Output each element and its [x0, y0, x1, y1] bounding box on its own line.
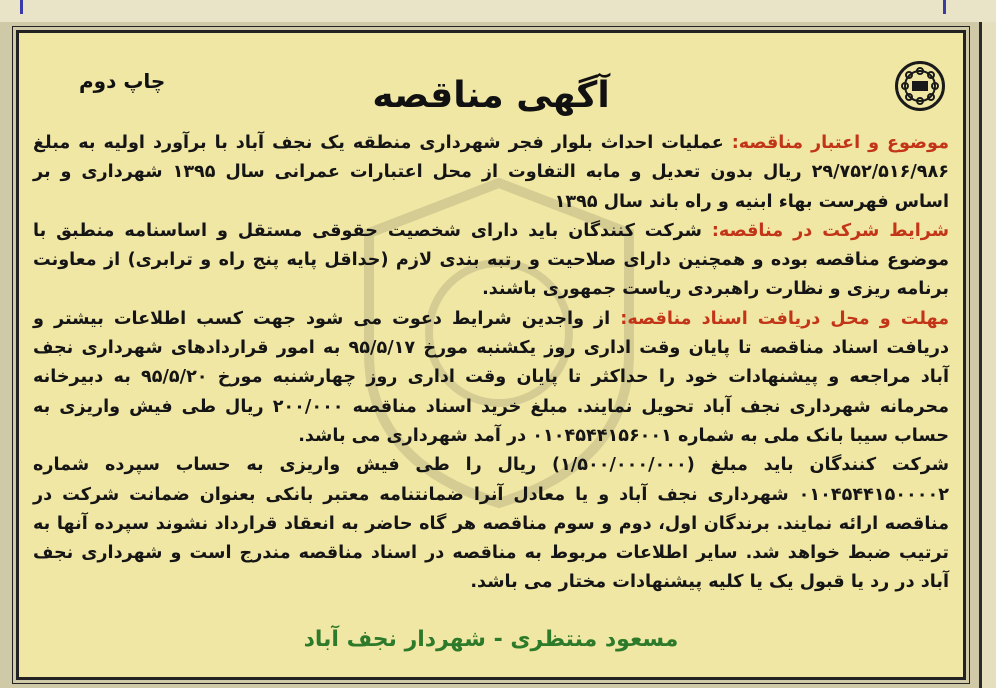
signature: مسعود منتظری - شهردار نجف آباد: [303, 627, 679, 652]
section-guarantee: [33, 451, 949, 597]
section-heading: مهلت و محل دریافت اسناد مناقصه:: [620, 308, 950, 329]
section-deadline: [33, 305, 949, 451]
tender-notice: [16, 30, 966, 680]
previous-ad-frame-right: [943, 0, 958, 14]
section-text: از واجدین شرایط دعوت می شود جهت کسب اطلاعات بیشتر و دریافت اسناد مناقصه تا پایان وقت اداری روز یکشنبه مورخ ۹۵/۵/۱۷ به امور قراردادهای شهرداری نجف آباد مراجعه و پیشنهادات خود را حداکثر تا پایان وقت اداری روز چهارشنبه مورخ ۹۵/۵/۲۰ به دبیرخانه محرمانه شهرداری نجف آباد تحویل نمایند. مبلغ خرید اسناد مناقصه ۲۰۰/۰۰۰ ریال طی فیش واریزی به حساب سیبا بانک ملی به شماره ۰۱۰۴۵۴۴۱۵۶۰۰۱ در آمد شهرداری می باشد.: [33, 308, 949, 446]
print-edition-label: چاپ دوم: [79, 69, 166, 93]
notice-header: [19, 33, 963, 125]
section-heading: موضوع و اعتبار مناقصه:: [731, 133, 949, 153]
section-heading: شرایط شرکت در مناقصه:: [711, 220, 949, 241]
section-text: شرکت کنندگان باید دارای شخصیت حقوقی مستقل و اساسنامه منطبق با موضوع مناقصه بوده و همچنین دارای صلاحیت و رتبه بندی لازم (حداقل پایه پنج راه و ترابری) از معاونت برنامه ریزی و نظارت راهبردی ریاست جمهوری باشند.: [33, 220, 949, 300]
previous-ad-strip: [0, 0, 996, 22]
section-conditions: [33, 217, 949, 305]
section-text: عملیات احداث بلوار فجر شهرداری منطقه یک نجف آباد با برآورد اولیه به مبلغ ۲۹/۷۵۲/۵۱۶/۹۸۶ ریال بدون تعدیل و مابه التفاوت از محل اعتبارات عمرانی سال ۱۳۹۵ شهرداری و بر اساس فهرست بهاء ابنیه و راه باند سال ۱۳۹۵: [33, 133, 949, 212]
adjacent-ad-edge: [979, 22, 996, 688]
section-subject: [33, 129, 949, 217]
notice-body: [33, 129, 949, 598]
section-text: شرکت کنندگان باید مبلغ (۱/۵۰۰/۰۰۰/۰۰۰) ریال را طی فیش واریزی به حساب سپرده شماره ۰۱۰۴۵۴۴۱۵۰۰۰۰۲ شهرداری نجف آباد و یا معادل آنرا ضمانتنامه معتبر بانکی بعنوان ضمانت شرکت در مناقصه ارائه نمایند. برندگان اول، دوم و سوم مناقصه هر گاه حاضر به انعقاد قرارداد نشوند سپرده آنها به ترتیب ضبط خواهد شد. سایر اطلاعات مربوط به مناقصه در اسناد مناقصه مندرج است و شهرداری نجف آباد در رد یا قبول یک یا کلیه پیشنهادات مختار می باشد.: [33, 455, 950, 593]
previous-ad-frame-left: [8, 0, 23, 14]
notice-title: آگهی مناقصه: [372, 75, 610, 116]
